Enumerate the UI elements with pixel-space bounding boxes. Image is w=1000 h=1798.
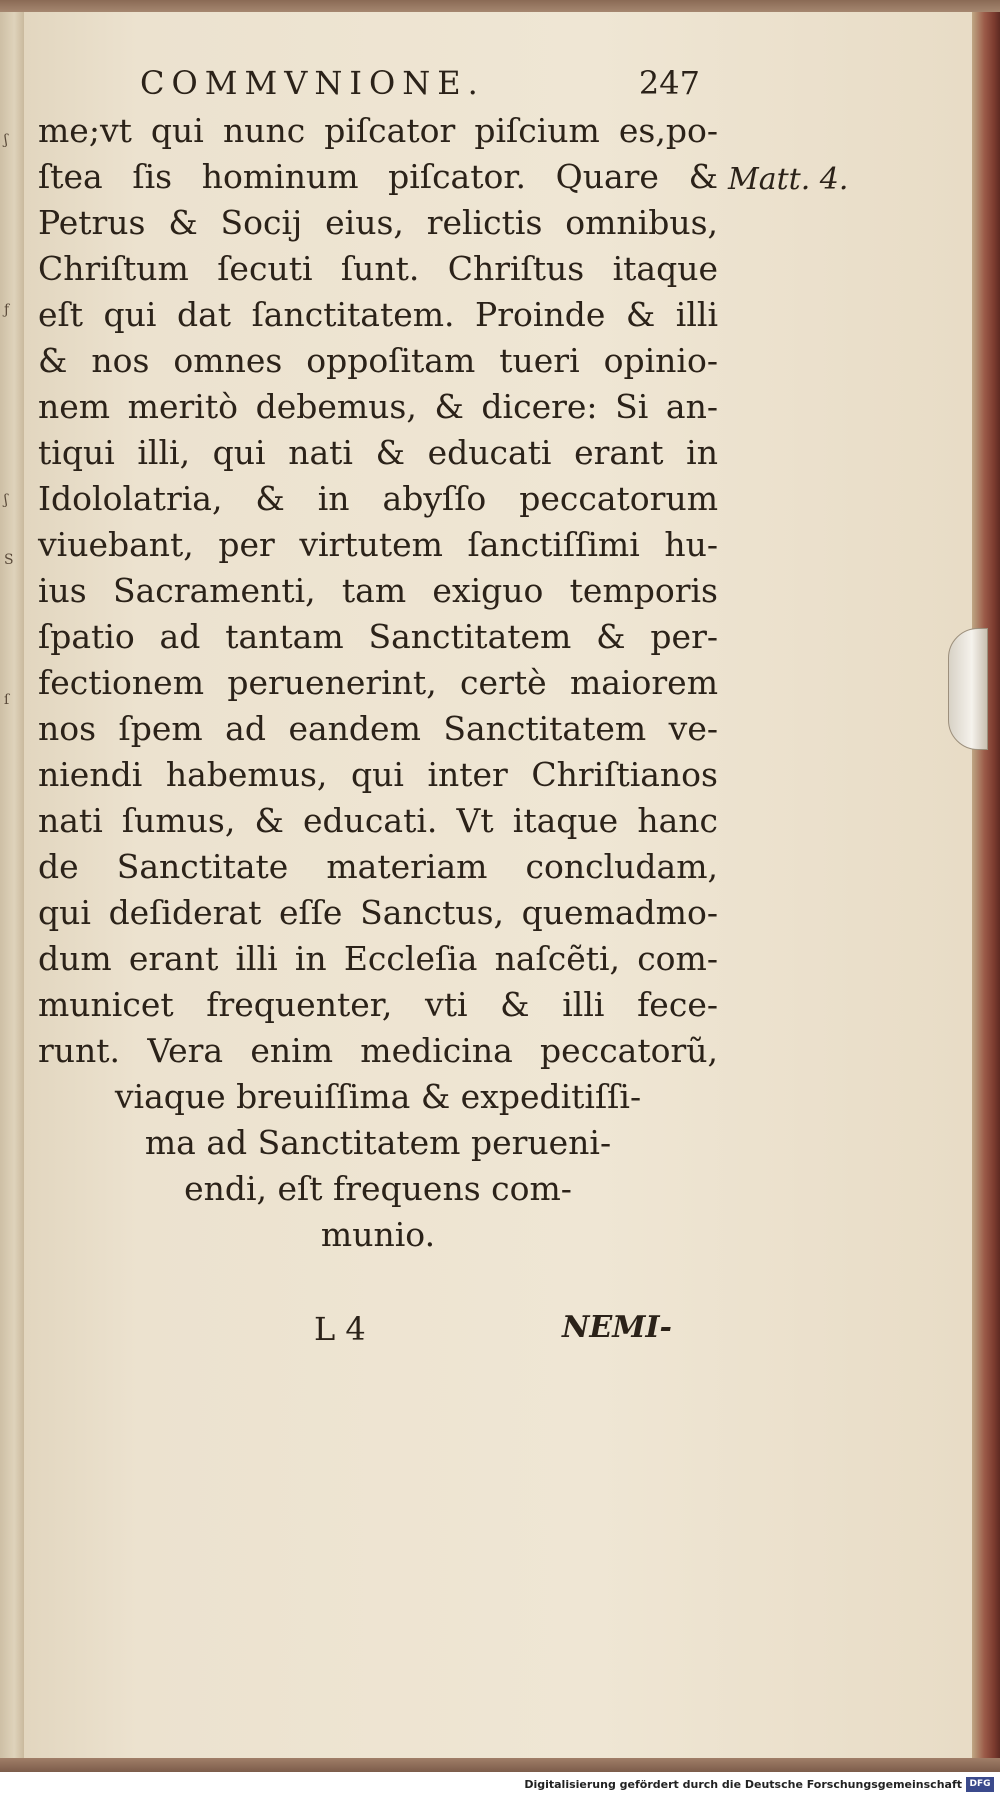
text-line: municet frequenter, vti & illi fece-	[38, 985, 718, 1024]
text-line: nati ſumus, & educati. Vt itaque hanc	[38, 801, 718, 840]
text-line: ſpatio ad tantam Sanctitatem & per-	[38, 617, 718, 656]
text-line: runt. Vera enim medicina peccatorũ,	[38, 1031, 718, 1070]
text-line: nos ſpem ad eandem Sanctitatem ve-	[38, 709, 718, 748]
text-line: ma ad Sanctitatem perueni-	[144, 1123, 612, 1162]
previous-page-glyph: ſ	[4, 692, 10, 708]
dfg-logo: DFG	[966, 1777, 994, 1792]
text-line: me;vt qui nunc piſcator piſcium es,po-	[38, 111, 718, 150]
binding-board-bottom	[0, 1758, 1000, 1772]
text-line: ius Sacramenti, tam exiguo temporis	[38, 571, 718, 610]
text-line: munio.	[320, 1215, 436, 1254]
funding-credit: Digitalisierung gefördert durch die Deutsche Forschungsgemeinschaft	[524, 1778, 962, 1791]
text-line: fectionem peruenerint, certè maiorem	[38, 663, 718, 702]
marginal-note: Matt. 4.	[728, 162, 849, 197]
binding-board-top	[0, 0, 1000, 12]
text-line: eſt qui dat ſanctitatem. Proinde & illi	[38, 295, 718, 334]
text-line: viuebant, per virtutem ſanctiſſimi hu-	[38, 525, 718, 564]
text-line: de Sanctitate materiam concludam,	[38, 847, 718, 886]
page-number: 247	[638, 64, 700, 102]
running-head-title: COMMVNIONE.	[140, 64, 485, 102]
previous-page-glyph: ʃ	[4, 492, 8, 508]
text-line: nem meritò debemus, & dicere: Si an-	[38, 387, 718, 426]
text-line: Petrus & Socij eius, relictis omnibus,	[38, 203, 718, 242]
page-clasp-tab	[948, 628, 988, 750]
previous-page-glyph: ƒ	[4, 302, 10, 318]
previous-page-glyph: ʃ	[4, 132, 8, 148]
text-line: & nos omnes oppoſitam tueri opinio-	[38, 341, 718, 380]
digitization-footer	[0, 1772, 1000, 1798]
text-line: qui deſiderat eſſe Sanctus, quemadmo-	[38, 893, 718, 932]
text-line: Chriſtum ſecuti ſunt. Chriſtus itaque	[38, 249, 718, 288]
text-line: tiqui illi, qui nati & educati erant in	[38, 433, 718, 472]
text-line: niendi habemus, qui inter Chriſtianos	[38, 755, 718, 794]
text-line: Idololatria, & in abyſſo peccatorum	[38, 479, 718, 518]
previous-page-glyph: S	[4, 552, 14, 568]
catchword: NEMI-	[562, 1310, 672, 1345]
signature-mark: L 4	[314, 1310, 366, 1348]
text-line: viaque breuiſſima & expeditiſſi-	[114, 1077, 642, 1116]
text-line: ſtea ſis hominum piſcator. Quare &	[38, 157, 718, 196]
running-head	[140, 64, 700, 110]
text-line: endi, eſt frequens com-	[184, 1169, 572, 1208]
previous-page-edge	[0, 12, 25, 1772]
binding-board-right	[972, 12, 1000, 1772]
text-line: dum erant illi in Eccleſia naſcẽti, com-	[38, 939, 718, 978]
